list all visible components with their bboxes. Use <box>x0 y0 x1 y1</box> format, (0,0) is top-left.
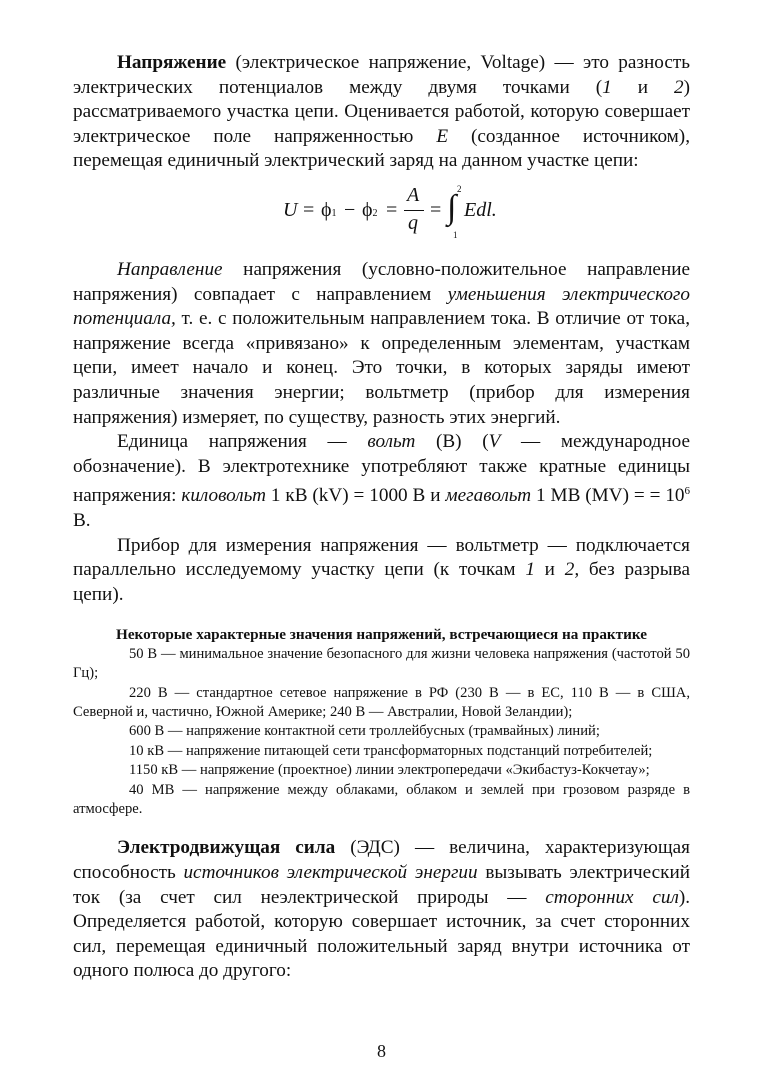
term-emf: Электродвижущая сила <box>117 837 336 859</box>
list-item: 50 В — минимальное значение безопасного для жизни человека напряжения (частотой 50 Гц); <box>73 645 690 682</box>
paragraph-unit: Единица напряжения — вольт (В) (V — международное обозначение). В электротехнике употребляют также кратные единицы напряжения: киловольт 1 кВ (kV) = 1000 В и мегавольт 1 МВ (MV) = = $10^6$ В. <box>73 431 691 531</box>
fraction-denominator: q <box>408 211 418 234</box>
integral-sign: ∫ <box>447 188 457 226</box>
fraction-bar <box>404 210 424 211</box>
page-content <box>73 51 690 984</box>
paragraph-voltage-definition: Напряжение (электрическое напряжение, Voltage) — это разность электрических потенциалов между двумя точками (1 и 2) рассматриваемого участка цепи. Оценивается работой, которую совершает электрическое поле напряженностью E (созданное источником), перемещая единичный электрический заряд на данном участке цепи: <box>73 52 690 172</box>
fraction-numerator: A <box>407 183 420 206</box>
list-item: 40 МВ — напряжение между облаками, облаком и землей при грозовом разряде в атмосфере. <box>73 781 690 818</box>
page-number: 8 <box>377 1041 386 1061</box>
paragraph-emf: Электродвижущая сила (ЭДС) — величина, характеризующая способность источников электрической энергии вызывать электрический ток (за счет сил неэлектрической природы — сторонних сил). Определяется работой, которую совершает источник, за счет сторонних сил, перемещая единичный положительный заряд внутри источника от одного полюса до другого: <box>73 837 691 982</box>
list-item: 600 В — напряжение контактной сети троллейбусных (трамвайных) линий; <box>129 723 600 740</box>
box-title: Некоторые характерные значения напряжений, встречающиеся на практике <box>116 626 647 644</box>
term-voltage: Напряжение <box>117 52 227 73</box>
voltage-examples-list <box>73 645 690 820</box>
list-item: 220 В — стандартное сетевое напряжение в РФ (230 В — в ЕС, 110 В — в США, Северной и, частично, Южной Америке; 240 В — Австралии, Новой Зеландии); <box>73 684 690 720</box>
list-item: 10 кВ — напряжение питающей сети трансформаторных подстанций потребителей; <box>129 742 653 759</box>
paragraph-direction: Направление напряжения (условно-положительное направление напряжения) совпадает с направлением уменьшения электрического потенциала, т. е. с положительным направлением тока. В отличие от тока, напряжение всегда «привязано» к определенным элементам, участкам цепи, имеет начало и конец. Это точки, в которых заряды имеют различные значения энергии; вольтметр (прибор для измерения напряжения) измеряет, по существу, разность этих энергий. <box>73 258 690 428</box>
voltage-formula: U = ϕ1 − ϕ2 = A q = ∫ 2 1 Edl. <box>283 183 497 240</box>
list-item: 1150 кВ — напряжение (проектное) линии электропередачи «Экибастуз-Кокчетау»; <box>129 762 650 779</box>
paragraph-voltmeter: Прибор для измерения напряжения — вольтметр — подключается параллельно исследуемому участку цепи (к точкам 1 и 2, без разрыва цепи). <box>73 534 690 605</box>
